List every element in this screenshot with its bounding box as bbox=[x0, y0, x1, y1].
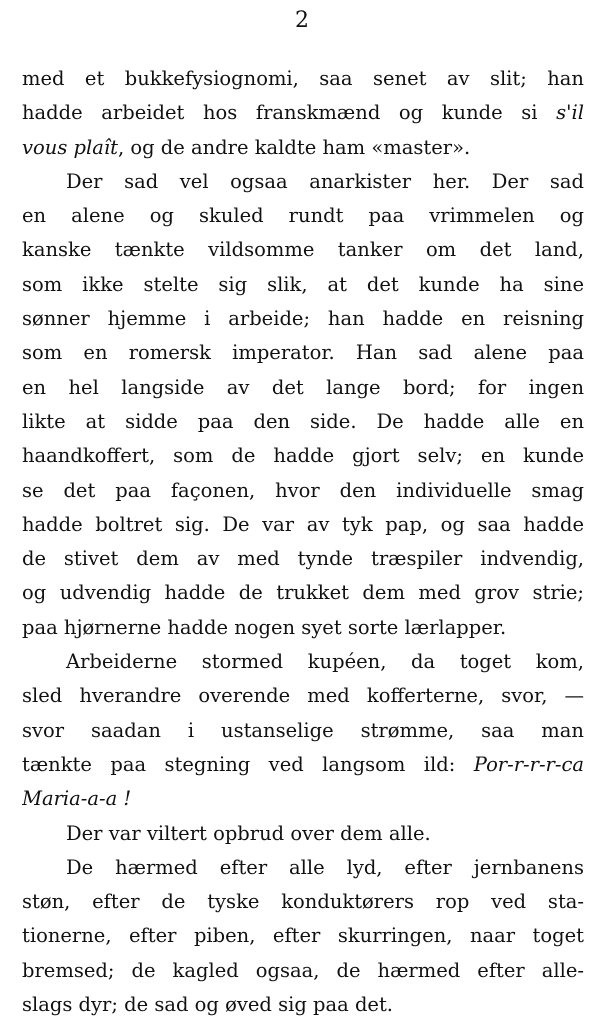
text-line: vous plaît, og de andre kaldte ham «master». bbox=[22, 135, 471, 159]
text-line: tænkte paa stegning ved langsom ild: Por-r-r-r-ca bbox=[22, 752, 584, 776]
text-line: en hel langside av det lange bord; for ingen bbox=[22, 375, 584, 399]
text-line: svor saadan i ustanselige strømme, saa man bbox=[22, 718, 584, 742]
text-line: de stivet dem av med tynde træspiler indvendig, bbox=[22, 547, 584, 571]
text-line: som ikke stelte sig slik, at det kunde ha sine bbox=[22, 272, 584, 296]
paragraph-start-line: Arbeiderne stormed kupéen, da toget kom, bbox=[66, 650, 584, 674]
text-line: Maria-a-a ! bbox=[22, 787, 132, 811]
text-line: sønner hjemme i arbeide; han hadde en reisning bbox=[22, 307, 584, 331]
text-line: hadde boltret sig. De var av tyk pap, og saa hadde bbox=[22, 512, 584, 536]
text-line: sled hverandre overende med kofferterne, svor, — bbox=[22, 684, 584, 708]
paragraph-line: Der var viltert opbrud over dem alle. bbox=[66, 821, 431, 845]
body-text bbox=[22, 62, 584, 1022]
text-line: en alene og skuled rundt paa vrimmelen og bbox=[22, 204, 584, 228]
text-line: paa hjørnerne hadde nogen syet sorte lærlapper. bbox=[22, 615, 507, 639]
paragraph-start-line: De hærmed efter alle lyd, efter jernbanens bbox=[66, 855, 584, 879]
text-line: kanske tænkte vildsomme tanker om det land, bbox=[22, 238, 584, 262]
text-line: og udvendig hadde de trukket dem med grov strie; bbox=[22, 581, 584, 605]
text-line: støn, efter de tyske konduktørers rop ved sta- bbox=[22, 890, 584, 914]
text-line: haandkoffert, som de hadde gjort selv; en kunde bbox=[22, 444, 584, 468]
text-line: bremsed; de kagled ogsaa, de hærmed efter alle- bbox=[22, 958, 584, 982]
text-line: tionerne, efter piben, efter skurringen, naar toget bbox=[22, 924, 584, 948]
text-line: likte at sidde paa den side. De hadde alle en bbox=[22, 409, 584, 433]
text-line: se det paa façonen, hvor den individuelle smag bbox=[22, 478, 584, 502]
text-line: som en romersk imperator. Han sad alene paa bbox=[22, 341, 584, 365]
text-line: hadde arbeidet hos franskmænd og kunde si s'il bbox=[22, 101, 584, 125]
text-line: slags dyr; de sad og øved sig paa det. bbox=[22, 993, 393, 1017]
page-number: 2 bbox=[295, 8, 309, 33]
paragraph-start-line: Der sad vel ogsaa anarkister her. Der sad bbox=[66, 169, 584, 193]
text-line: med et bukkefysiognomi, saa senet av slit; han bbox=[22, 67, 584, 90]
